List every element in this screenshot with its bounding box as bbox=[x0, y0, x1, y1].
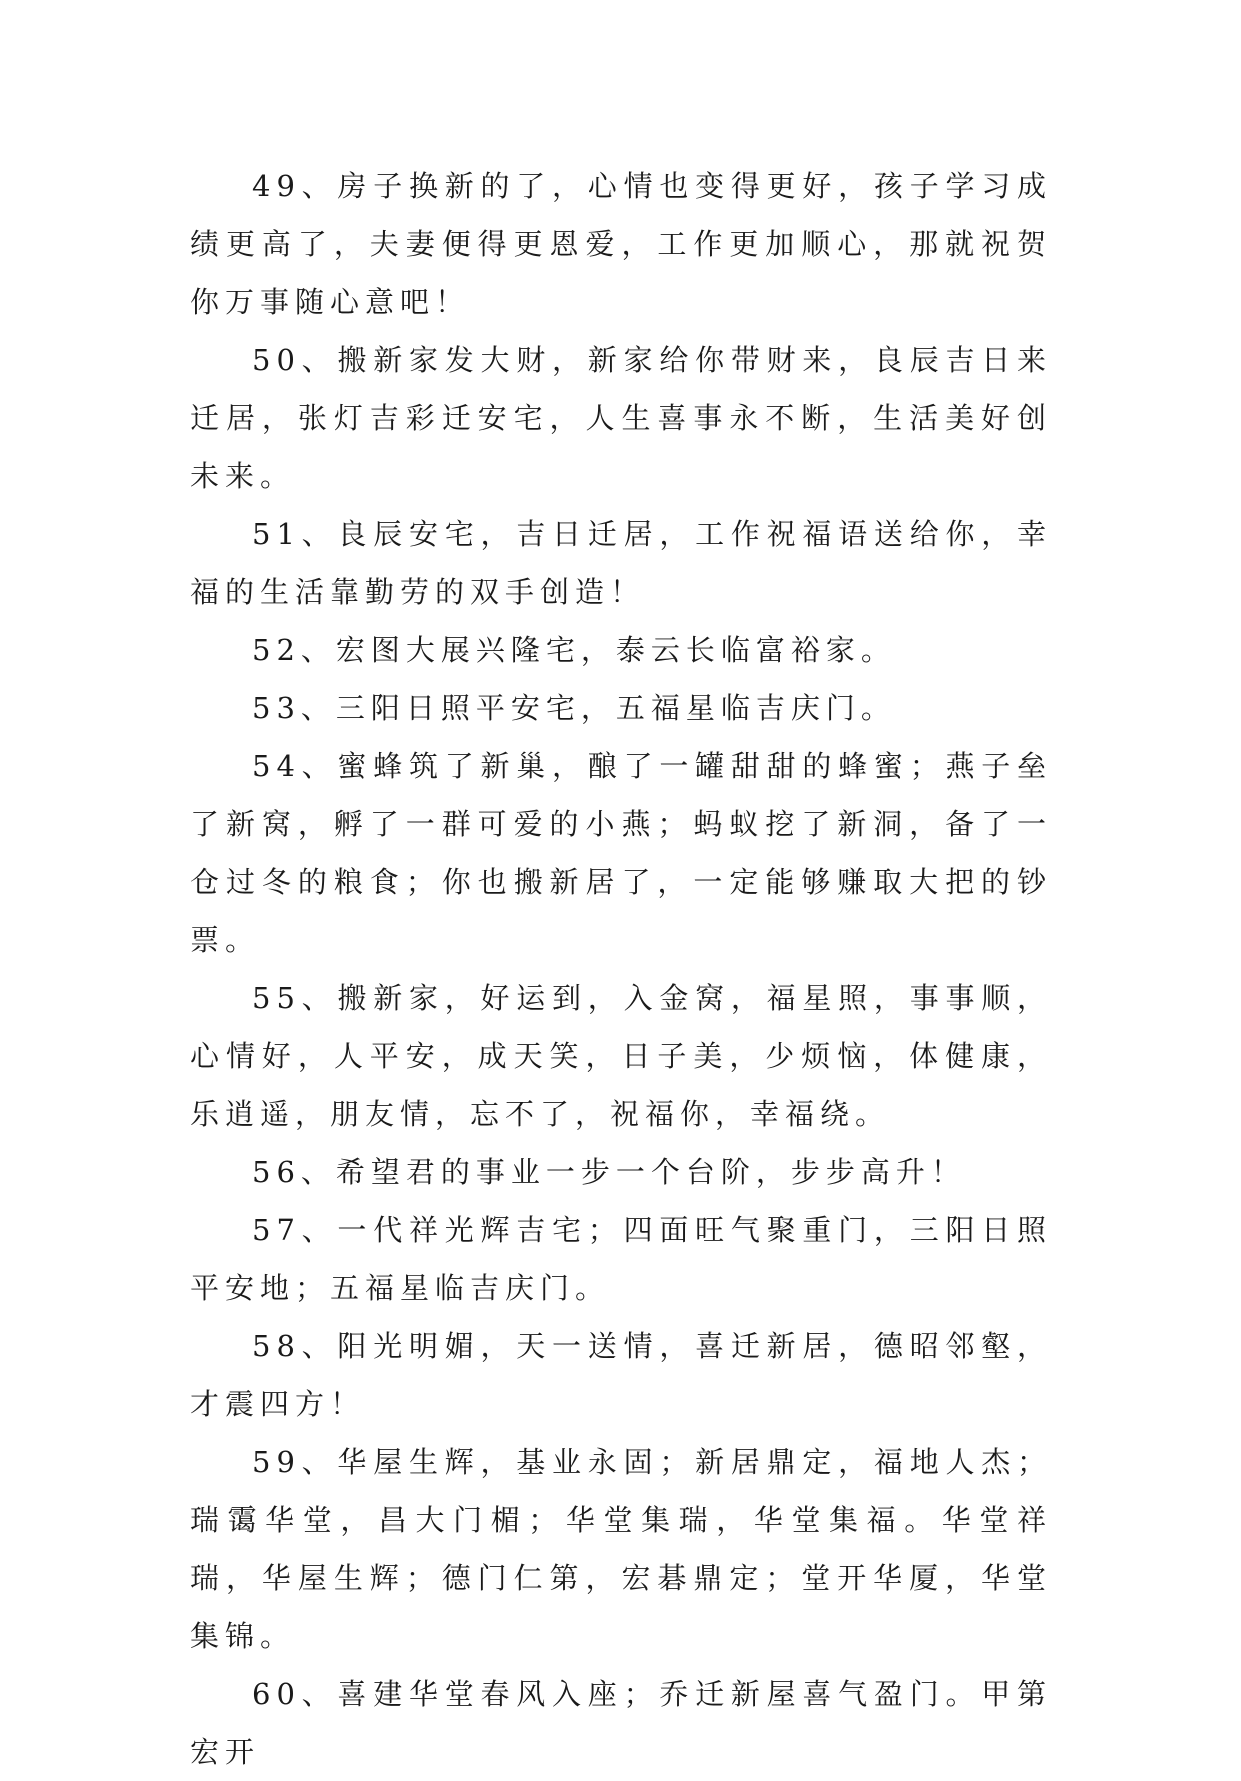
paragraph-50: 50、搬新家发大财，新家给你带财来，良辰吉日来迁居，张灯吉彩迁安宅，人生喜事永不断，生活美好创未来。 bbox=[190, 343, 1052, 493]
paragraph-55: 55、搬新家，好运到，入金窝，福星照，事事顺，心情好，人平安，成天笑，日子美，少烦恼，体健康，乐逍遥，朋友情，忘不了，祝福你，幸福绕。 bbox=[190, 981, 1052, 1131]
paragraph-51: 51、良辰安宅，吉日迁居，工作祝福语送给你，幸福的生活靠勤劳的双手创造！ bbox=[190, 517, 1052, 609]
document-body bbox=[190, 157, 1052, 1781]
paragraph-60: 60、喜建华堂春风入座；乔迁新屋喜气盈门。甲第宏开 bbox=[190, 1677, 1052, 1769]
paragraph-49: 49、房子换新的了，心情也变得更好，孩子学习成绩更高了，夫妻便得更恩爱，工作更加顺心，那就祝贺你万事随心意吧！ bbox=[190, 169, 1052, 319]
paragraph-52: 52、宏图大展兴隆宅，泰云长临富裕家。 bbox=[252, 633, 896, 667]
paragraph-59: 59、华屋生辉，基业永固；新居鼎定，福地人杰；瑞霭华堂，昌大门楣；华堂集瑞，华堂集福。华堂祥瑞，华屋生辉；德门仁第，宏碁鼎定；堂开华厦，华堂集锦。 bbox=[190, 1445, 1052, 1653]
paragraph-54: 54、蜜蜂筑了新巢，酿了一罐甜甜的蜂蜜；燕子垒了新窝，孵了一群可爱的小燕；蚂蚁挖了新洞，备了一仓过冬的粮食；你也搬新居了，一定能够赚取大把的钞票。 bbox=[190, 749, 1052, 957]
paragraph-53: 53、三阳日照平安宅，五福星临吉庆门。 bbox=[252, 691, 896, 725]
paragraph-57: 57、一代祥光辉吉宅；四面旺气聚重门，三阳日照平安地；五福星临吉庆门。 bbox=[190, 1213, 1052, 1305]
paragraph-56: 56、希望君的事业一步一个台阶，步步高升！ bbox=[252, 1155, 966, 1189]
paragraph-58: 58、阳光明媚，天一送情，喜迁新居，德昭邻壑，才震四方！ bbox=[190, 1329, 1052, 1421]
